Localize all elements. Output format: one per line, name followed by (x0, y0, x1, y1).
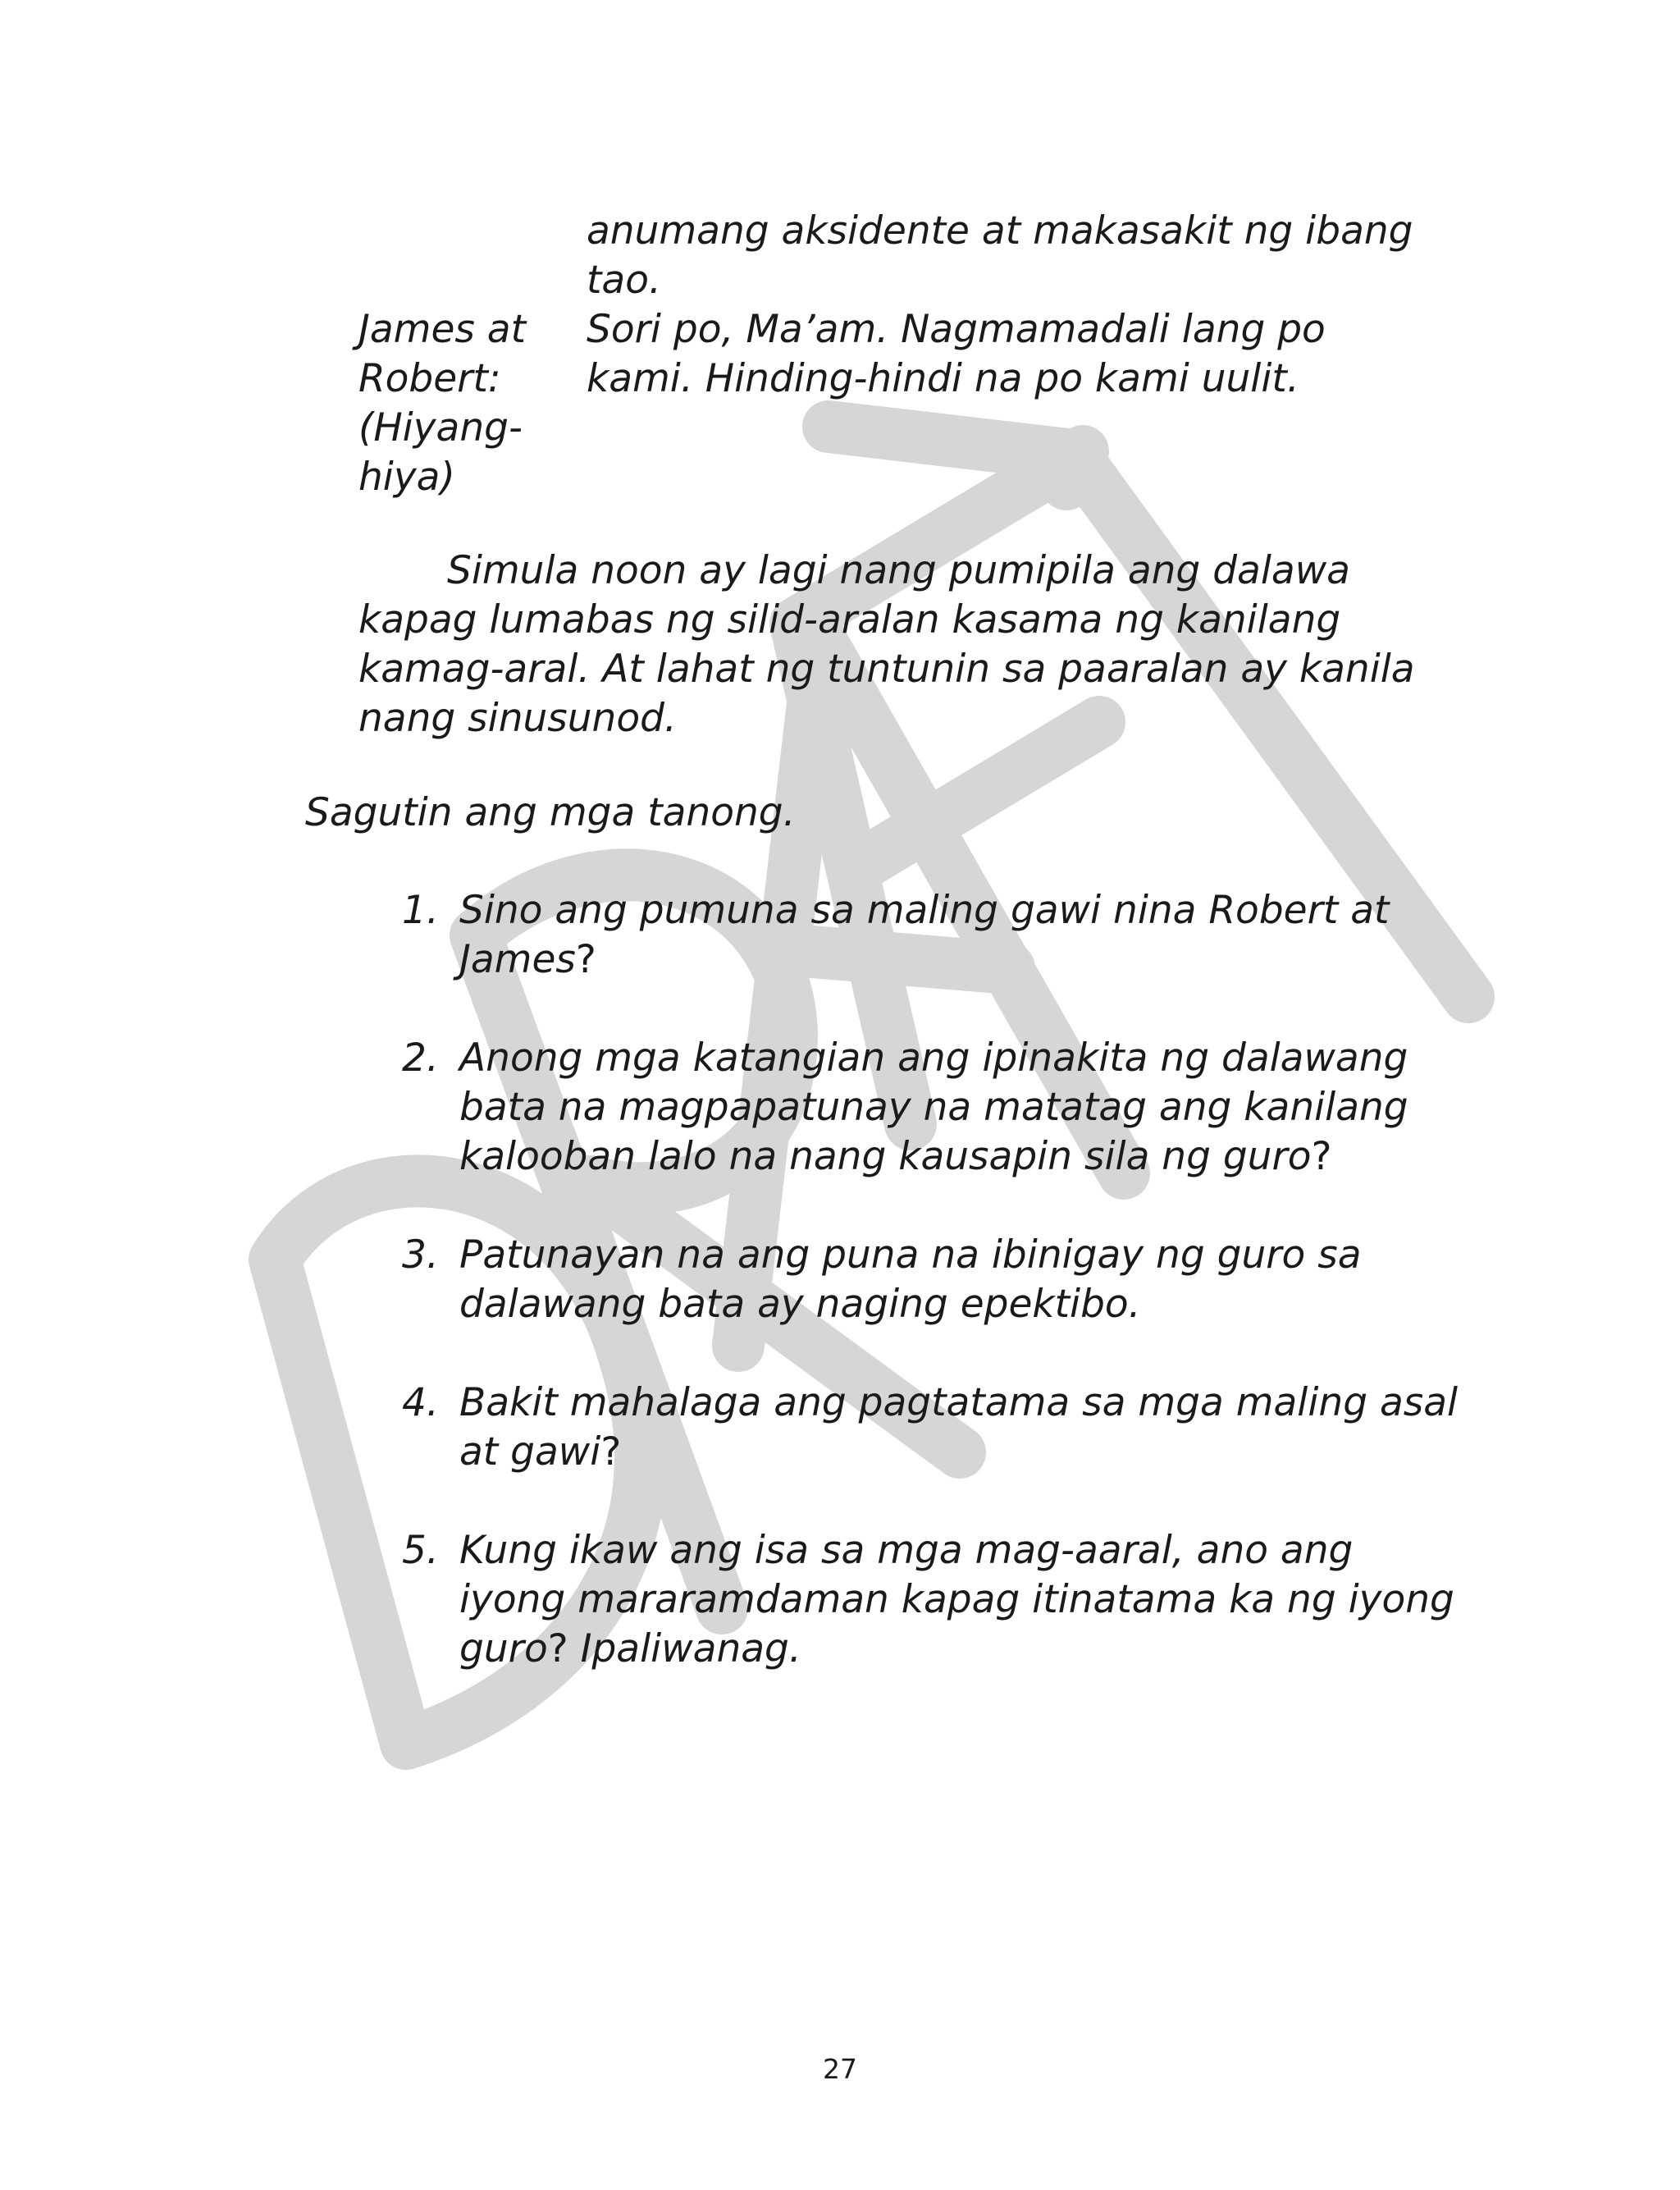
question-line-text: James (459, 937, 576, 982)
question-text (459, 1526, 1501, 1674)
narrative-line: kamag-aral. At lahat ng tuntunin sa paaralan ay kanila (358, 647, 1415, 692)
question-number: 3. (402, 1232, 439, 1278)
question-line: Bakit mahalaga ang pagtatama sa mga maling asal (459, 1380, 1459, 1425)
question-line (459, 935, 1501, 985)
instruction-text: Sagutin ang mga tanong. (305, 790, 796, 835)
dialogue-text-line: kami. Hinding-hindi na po kami uulit. (587, 356, 1299, 401)
question-text (459, 886, 1501, 985)
question-item (402, 1231, 1501, 1329)
question-mark: ? (575, 937, 596, 982)
question-item (402, 1378, 1501, 1477)
question-line: dalawang bata ay naging epektibo. (459, 1282, 1141, 1327)
narrative-line: nang sinusunod. (358, 696, 677, 741)
question-number: 4. (402, 1380, 439, 1425)
stage-direction-line: (Hiyang- (358, 405, 523, 450)
question-text (459, 1231, 1501, 1329)
question-item (402, 886, 1501, 985)
question-mark: ? (600, 1429, 622, 1474)
narrative-paragraph (358, 546, 1507, 743)
question-item (402, 1526, 1501, 1674)
question-list (402, 886, 1501, 1723)
stage-direction-line: hiya) (358, 455, 455, 500)
speaker-text-line: James at (358, 307, 527, 352)
speaker-name (358, 305, 587, 502)
dialogue-reply (358, 305, 1491, 502)
dialogue-block (358, 207, 1491, 502)
dialogue-text-line: tao. (587, 258, 661, 303)
question-line: Sino ang pumuna sa maling gawi nina Robert at (459, 888, 1390, 933)
narrative-line: Simula noon ay lagi nang pumipila ang dalawa (447, 548, 1350, 593)
question-line-text: guro (459, 1626, 548, 1671)
question-line (459, 1428, 1501, 1477)
question-line: Anong mga katangian ang ipinakita ng dalawang (459, 1036, 1408, 1081)
question-text (459, 1378, 1501, 1477)
question-line: iyong mararamdaman kapag itinatama ka ng iyong (459, 1577, 1454, 1622)
question-line-text: kalooban lalo na nang kausapin sila ng guro (459, 1134, 1312, 1179)
question-number: 2. (402, 1036, 439, 1081)
dialogue-line (587, 305, 1491, 502)
dialogue-text-line: anumang aksidente at makasakit ng ibang (587, 208, 1413, 254)
question-mark: ? (547, 1626, 568, 1671)
question-item (402, 1034, 1501, 1182)
question-line: bata na magpapatunay na matatag ang kanilang (459, 1085, 1408, 1130)
question-number: 1. (402, 888, 439, 933)
question-mark: ? (1311, 1134, 1332, 1179)
question-line (459, 1625, 1501, 1674)
question-tail: Ipaliwanag. (568, 1626, 801, 1671)
question-line: Patunayan na ang puna na ibinigay ng guro sa (459, 1232, 1362, 1278)
question-line (459, 1132, 1501, 1182)
dialogue-line (587, 207, 1491, 305)
question-line-text: at gawi (459, 1429, 601, 1474)
question-number: 5. (402, 1528, 439, 1573)
speaker-text-line: Robert: (358, 356, 501, 401)
question-text (459, 1034, 1501, 1182)
speaker-cell-empty (358, 207, 587, 305)
dialogue-continuation (358, 207, 1491, 305)
question-line: Kung ikaw ang isa sa mga mag-aaral, ano ang (459, 1528, 1354, 1573)
narrative-line: kapag lumabas ng silid-aralan kasama ng kanilang (358, 597, 1341, 642)
page-number: 27 (823, 2053, 857, 2085)
dialogue-text-line: Sori po, Ma’am. Nagmamadali lang po (587, 307, 1326, 352)
